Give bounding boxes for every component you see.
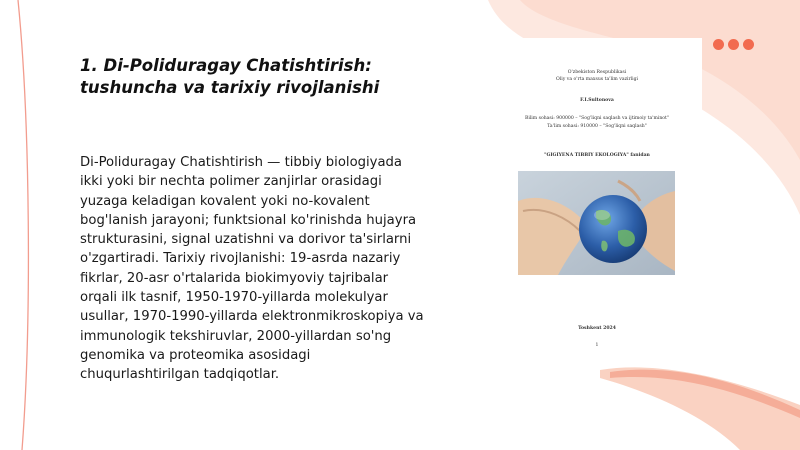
doc-line-knowledge-field: Bilim sohasi: 900000 – "Sog'liqni saqlash va ijtimoiy ta'minot": [524, 116, 670, 121]
doc-line-ministry-country: O'zbekiston Respublikasi: [567, 70, 627, 75]
title-line-1: 1. Di-Poliduragay Chatishtirish:: [80, 56, 372, 75]
left-curve-line: [18, 0, 28, 450]
doc-line-author: F.I.Sultonova: [580, 98, 614, 103]
dot-3: [743, 39, 754, 50]
doc-line-city-year: Toshkent 2024: [578, 326, 616, 331]
doc-line-subject: "GIGIYENA TIBBIY EKOLOGIYA" fanidan: [544, 153, 650, 158]
doc-line-page-number: 1: [595, 343, 599, 348]
document-preview: [492, 38, 702, 360]
slide-body-text: Di-Poliduragay Chatishtirish — tibbiy biologiyada ikki yoki bir nechta polimer zanjirlar orasidagi yuzaga keladigan kovalent yoki no-kovalent bog'lanish jarayoni; funktsional ko'rinishda hujayra strukturasini, signal uzatishni va dorivor ta'sirlarni o'zgartiradi. Tarixiy rivojlanishi: 19-asrda nazariy fikrlar, 20-asr o'rtalarida biokimyoviy tajribalar orqali ilk tasnif, 1950-1970-yillarda molekulyar usullar, 1970-1990-yillarda elektronmikroskopiya va immunologik tekshiruvlar, 2000-yillardan so'ng genomika va proteomika asosidagi chuqurlashtirilgan tadqiqotlar.: [80, 155, 424, 383]
doc-line-education-field: Ta'lim sohasi: 910000 – "Sog'liqni saqlash": [547, 124, 647, 129]
slide-title: [80, 55, 420, 99]
globe-in-hands-image: [518, 171, 675, 275]
dot-1: [713, 39, 724, 50]
dot-2: [728, 39, 739, 50]
three-dots-icon: [713, 39, 754, 50]
title-line-2: tushuncha va tarixiy rivojlanishi: [80, 78, 380, 97]
doc-line-ministry: Oliy va o'rta maxsus ta'lim vazirligi: [555, 77, 638, 82]
